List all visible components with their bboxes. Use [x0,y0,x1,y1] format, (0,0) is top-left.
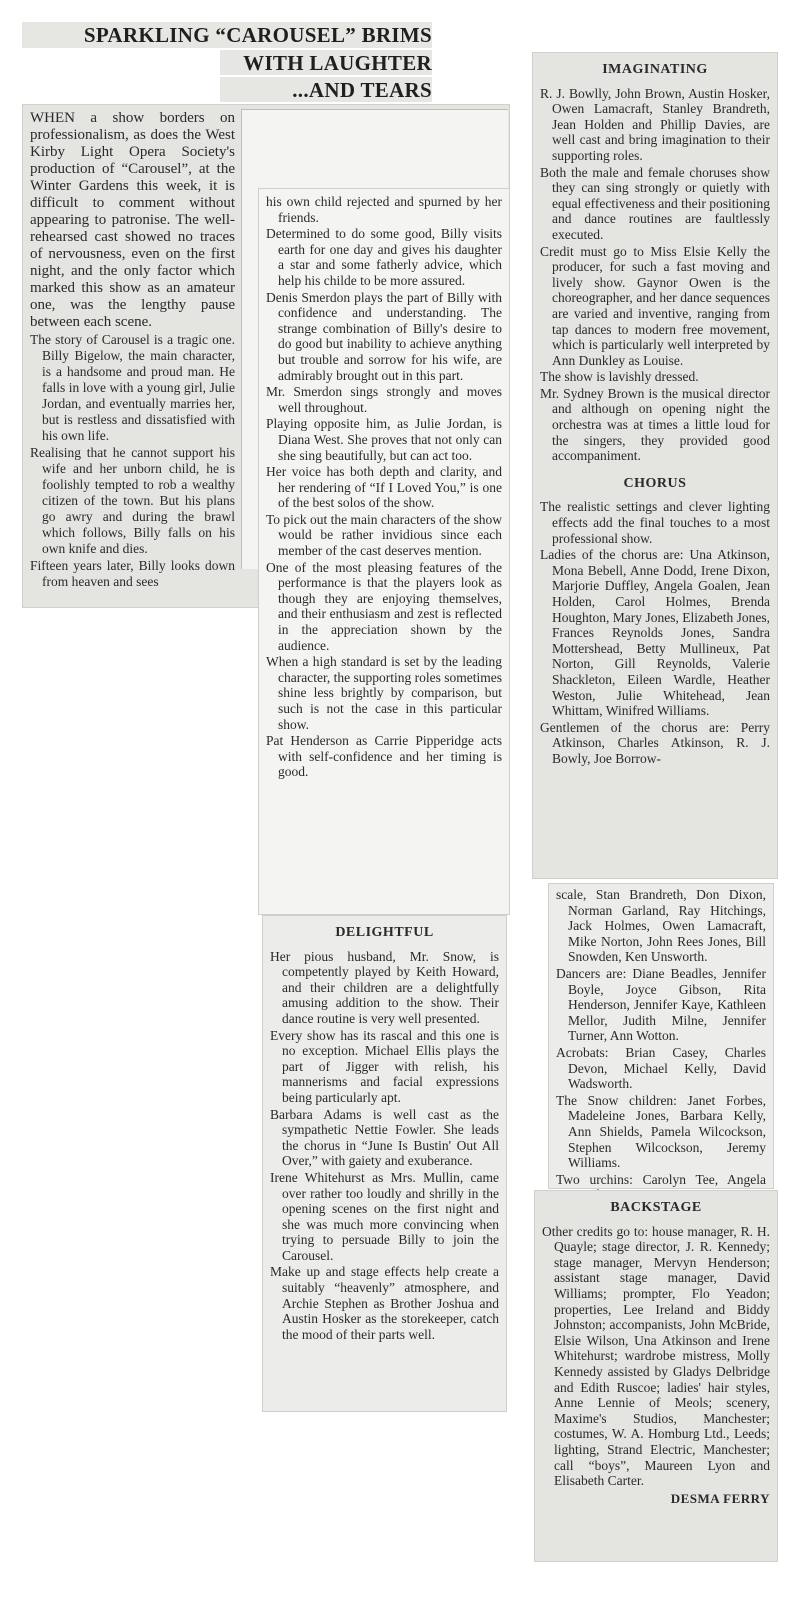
imaginating-paragraph: Mr. Sydney Brown is the musical director and although on opening night the orchestra was at times a little loud for the singers, they provided good accompaniment. [540,385,770,464]
chorus-heading: CHORUS [623,475,687,491]
headline-line-3 [220,77,432,102]
delightful-clipping [262,915,507,1412]
delightful-paragraph: Make up and stage effects help create a suitably “heavenly” atmosphere, and Archie Stephen as Brother Joshua and Austin Hosker as the storekeeper, catch the mood of their parts well. [270,1264,499,1342]
middle-paragraph: To pick out the main characters of the show would be rather invidious since each member of the cast deserves mention. [266,511,502,559]
cast-list-paragraph: scale, Stan Brandreth, Don Dixon, Norman Garland, Ray Hitchings, Jack Holmes, Owen Lamacraft, Mike Norton, John Rees Jones, Bill Snowden, Ken Unsworth. [556,887,766,965]
imaginating-paragraph: Credit must go to Miss Elsie Kelly the producer, for such a fast moving and lively show. Gaynor Owen is the choreographer, and her dance sequences are varied and inventive, ranging from tap dances to modern free movement, which is particularly well interpreted by Ann Dunkley as Louise. [540,243,770,368]
byline: DESMA FERRY [670,1490,770,1506]
cast-list-paragraph: Dancers are: Diane Beadles, Jennifer Boyle, Joyce Gibson, Rita Henderson, Jennifer Kaye, Kathleen Mellor, Judith Milne, Jennifer Turner, Ann Wotton. [556,965,766,1044]
chorus-paragraph: Ladies of the chorus are: Una Atkinson, Mona Bebell, Anne Dodd, Irene Dixon, Marjorie Duffley, Angela Goalen, Jean Holden, Carol Holmes, Brenda Houghton, Mary Jones, Elizabeth Jones, Frances Reynolds Jones, Sandra Mottershead, Betty Mullineux, Pat Norton, Gill Reynolds, Valerie Shackleton, Eileen Wardle, Heather Weston, Julie Whitehead, Jean Whittam, Winifred Williams. [540,547,770,719]
cast-list-paragraph: Two urchins: Carolyn Tee, Angela [556,1171,766,1187]
middle-body [258,188,510,785]
delightful-paragraph: Her pious husband, Mr. Snow, is competently played by Keith Howard, and their children are a delightfully amusing addition to the show. Their dance routine is very well presented. [270,948,499,1026]
imaginating-paragraph: R. J. Bowlly, John Brown, Austin Hosker, Owen Lamacraft, Stanley Brandreth, Jean Holden and Phillip Davies, are well cast and bring imagination to their supporting roles. [540,85,770,163]
middle-paragraph: One of the most pleasing features of the performance is that the players look as though they are enjoying themselves, and their enthusiasm and zest is reflected in the appreciation shown by the audience. [266,559,502,653]
delightful-paragraph: Barbara Adams is well cast as the sympathetic Nettie Fowler. She leads the chorus in “June Is Bustin' Out All Over,” with gaiety and exuberance. [270,1106,499,1169]
lead-opening: WHEN a show borders on professionalism, as does the West Kirby Light Opera Society's production of “Carousel”, at the Winter Gardens this week, it is difficult to comment without appearing to patronise. The well-rehearsed cast showed no traces of nervousness, even on the first night, and the only factor which marked this show as an amateur one, was the lengthy pause between each scene. [30,110,235,330]
cast-list-paragraph: The Snow children: Janet Forbes, Madeleine Jones, Barbara Kelly, Ann Shields, Pamela Wilcockson, Stephen Wilcockson, Jeremy Williams. [556,1092,766,1171]
middle-paragraph: Denis Smerdon plays the part of Billy with confidence and understanding. The strange combination of Billy's desire to do good but inability to achieve anything but trouble and sorrow for his wife, are admirably brought out in this part. [266,289,502,383]
lead-paragraph: The story of Carousel is a tragic one. Billy Bigelow, the main character, is a handsome and proud man. He falls in love with a young girl, Julie Jordan, and eventually marries her, but is restless and dissatisfied with his own life. [30,332,235,443]
cast-list-paragraph: Acrobats: Brian Casey, Charles Devon, Michael Kelly, David Wadsworth. [556,1044,766,1092]
right-upper-clipping [532,52,778,879]
imaginating-heading: IMAGINATING [602,62,708,77]
right-lower-clipping [534,1190,778,1562]
imaginating-paragraph: The show is lavishly dressed. [540,369,699,385]
middle-paragraph: Her voice has both depth and clarity, and her rendering of “If I Loved You,” is one of the best solos of the show. [266,464,502,511]
middle-clipping [258,188,510,915]
middle-paragraph: Pat Henderson as Carrie Pipperidge acts with self-confidence and her timing is good. [266,733,502,780]
backstage-heading: BACKSTAGE [610,1200,702,1215]
chorus-paragraph: The realistic settings and clever lighting effects add the final touches to a most professional show. [540,499,770,546]
middle-paragraph: his own child rejected and spurned by her friends. [266,194,502,225]
chorus-paragraph: Gentlemen of the chorus are: Perry Atkinson, Charles Atkinson, R. J. Bowly, Joe Borrow- [540,719,770,766]
delightful-paragraph: Every show has its rascal and this one is no exception. Michael Ellis plays the part of Jigger with relish, his mannerisms and facial expressions being particularly apt. [270,1027,499,1105]
middle-paragraph: Determined to do some good, Billy visits earth for one day and gives his daughter a star and some fatherly advice, which help his childe to be more assured. [266,226,502,288]
headline-line-1-text: SPARKLING “CAROUSEL” BRIMS [83,23,432,47]
headline-line-2 [220,50,432,75]
middle-paragraph: Mr. Smerdon sings strongly and moves well throughout. [266,384,502,415]
headline-line-1 [22,22,432,48]
delightful-body [262,915,507,1347]
right-middle-body [548,883,774,1208]
right-middle-clipping [548,883,774,1189]
right-lower-body [534,1190,778,1510]
middle-paragraph: Playing opposite him, as Julie Jordan, is Diana West. She proves that not only can she sing beautifully, but can act too. [266,416,502,463]
headline-line-2-text: WITH LAUGHTER [243,51,432,75]
lead-paragraph: Realising that he cannot support his wife and her unborn child, he is foolishly tempted to rob a wealthy citizen of the town. But his plans go awry and during the brawl which follows, Billy falls on his own knife and dies. [30,445,235,556]
right-upper-body [532,52,778,772]
middle-paragraph: When a high standard is set by the leading character, the supporting roles sometimes shine less brightly by comparison, but such is not the case in this particular show. [266,654,503,732]
delightful-heading: DELIGHTFUL [335,925,434,940]
imaginating-paragraph: Both the male and female choruses show they can sing strongly or quietly with equal effectiveness and their positioning and dance routines are faultlessly executed. [540,164,770,242]
backstage-paragraph: Other credits go to: house manager, R. H. Quayle; stage director, J. R. Kennedy; stage manager, Mervyn Henderson; assistant stage manager, David Williams; prompter, Flo Yeadon; properties, Lee Ireland and Biddy Johnston; accompanists, John McBride, Elsie Wilson, Una Atkinson and Irene Whitehurst; wardrobe mistress, Molly Kennedy assisted by Gladys Delbridge and Edith Ruscoe; ladies' hair styles, Anne Lennie of Meols; scenery, Maxime's Studios, Manchester; costumes, W. A. Homburg Ltd., Leeds; lighting, Strand Electric, Manchester; call “boys”, Maureen Lyon and Elisabeth Carter. [542,1223,770,1489]
headline-line-3-text: ...AND TEARS [292,78,432,102]
delightful-paragraph: Irene Whitehurst as Mrs. Mullin, came over rather too loudly and shrilly in the opening scenes on the first night and she was much more convincing when trying to persuade Billy to join the Carousel. [270,1169,499,1263]
lead-paragraph: Fifteen years later, Billy looks down from heaven and sees [30,558,235,589]
